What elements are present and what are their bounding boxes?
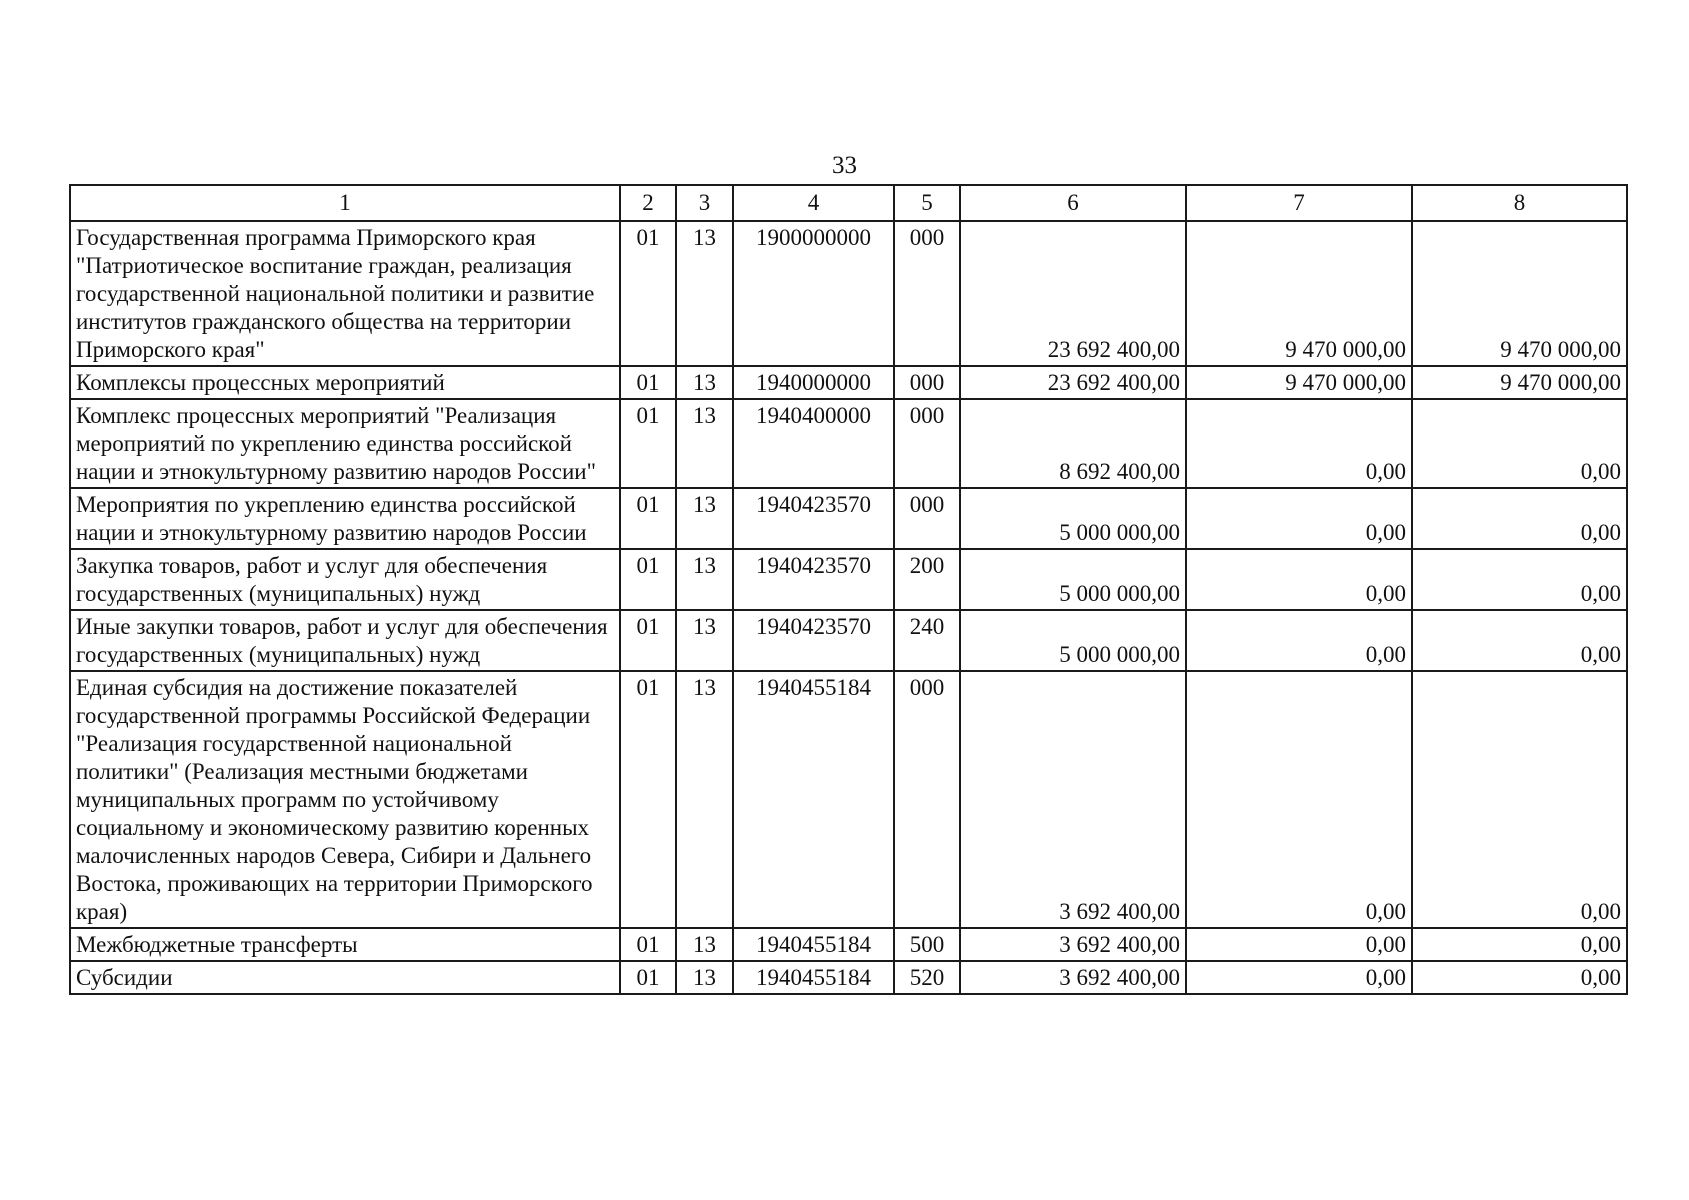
expense-type-cell: 000 — [894, 399, 960, 488]
header-cell: 5 — [894, 185, 960, 221]
header-cell: 7 — [1186, 185, 1412, 221]
row-name-cell: Субсидии — [70, 961, 620, 994]
target-article-cell: 1940423570 — [733, 610, 894, 671]
amount-col8-cell: 0,00 — [1412, 928, 1627, 961]
row-name-cell: Комплексы процессных мероприятий — [70, 366, 620, 399]
amount-col6-cell: 3 692 400,00 — [960, 961, 1186, 994]
expense-type-cell: 000 — [894, 366, 960, 399]
target-article-cell: 1940455184 — [733, 671, 894, 928]
amount-col8-cell: 0,00 — [1412, 610, 1627, 671]
page-number: 33 — [832, 152, 857, 179]
target-article-cell: 1940423570 — [733, 488, 894, 549]
target-article-cell: 1940455184 — [733, 961, 894, 994]
amount-col6-cell: 5 000 000,00 — [960, 488, 1186, 549]
row-name-cell: Иные закупки товаров, работ и услуг для обеспечения государственных (муниципальных) нужд — [70, 610, 620, 671]
amount-col7-cell: 0,00 — [1186, 488, 1412, 549]
amount-col7-cell: 0,00 — [1186, 549, 1412, 610]
header-cell: 1 — [70, 185, 620, 221]
amount-col8-cell: 0,00 — [1412, 399, 1627, 488]
subsection-code-cell: 13 — [676, 488, 733, 549]
amount-col6-cell: 3 692 400,00 — [960, 928, 1186, 961]
section-code-cell: 01 — [620, 928, 676, 961]
target-article-cell: 1940423570 — [733, 549, 894, 610]
table-header-row — [70, 185, 1627, 221]
header-cell: 2 — [620, 185, 676, 221]
header-cell: 4 — [733, 185, 894, 221]
amount-col8-cell: 0,00 — [1412, 961, 1627, 994]
row-name-cell: Межбюджетные трансферты — [70, 928, 620, 961]
table-row — [70, 221, 1627, 366]
expense-type-cell: 000 — [894, 671, 960, 928]
section-code-cell: 01 — [620, 961, 676, 994]
expense-type-cell: 520 — [894, 961, 960, 994]
amount-col7-cell: 0,00 — [1186, 928, 1412, 961]
row-name-cell: Мероприятия по укреплению единства российской нации и этнокультурному развитию народов России — [70, 488, 620, 549]
amount-col7-cell: 9 470 000,00 — [1186, 366, 1412, 399]
subsection-code-cell: 13 — [676, 671, 733, 928]
amount-col8-cell: 9 470 000,00 — [1412, 221, 1627, 366]
amount-col8-cell: 0,00 — [1412, 671, 1627, 928]
amount-col7-cell: 0,00 — [1186, 671, 1412, 928]
amount-col6-cell: 5 000 000,00 — [960, 549, 1186, 610]
table-row — [70, 549, 1627, 610]
amount-col7-cell: 0,00 — [1186, 961, 1412, 994]
table-row — [70, 961, 1627, 994]
section-code-cell: 01 — [620, 221, 676, 366]
amount-col7-cell: 0,00 — [1186, 399, 1412, 488]
table-row — [70, 928, 1627, 961]
subsection-code-cell: 13 — [676, 221, 733, 366]
section-code-cell: 01 — [620, 488, 676, 549]
budget-table — [69, 184, 1628, 995]
amount-col8-cell: 9 470 000,00 — [1412, 366, 1627, 399]
row-name-cell: Комплекс процессных мероприятий "Реализация мероприятий по укреплению единства российской нации и этнокультурному развитию народов России" — [70, 399, 620, 488]
header-cell: 6 — [960, 185, 1186, 221]
expense-type-cell: 200 — [894, 549, 960, 610]
header-cell: 3 — [676, 185, 733, 221]
target-article-cell: 1940400000 — [733, 399, 894, 488]
subsection-code-cell: 13 — [676, 366, 733, 399]
subsection-code-cell: 13 — [676, 549, 733, 610]
header-cell: 8 — [1412, 185, 1627, 221]
amount-col8-cell: 0,00 — [1412, 488, 1627, 549]
subsection-code-cell: 13 — [676, 610, 733, 671]
subsection-code-cell: 13 — [676, 928, 733, 961]
amount-col6-cell: 23 692 400,00 — [960, 221, 1186, 366]
section-code-cell: 01 — [620, 671, 676, 928]
row-name-cell: Закупка товаров, работ и услуг для обеспечения государственных (муниципальных) нужд — [70, 549, 620, 610]
table-row — [70, 488, 1627, 549]
amount-col8-cell: 0,00 — [1412, 549, 1627, 610]
row-name-cell: Государственная программа Приморского края "Патриотическое воспитание граждан, реализация государственной национальной политики и развитие институтов гражданского общества на территории Приморского края" — [70, 221, 620, 366]
amount-col6-cell: 8 692 400,00 — [960, 399, 1186, 488]
table-row — [70, 671, 1627, 928]
table-row — [70, 366, 1627, 399]
expense-type-cell: 000 — [894, 221, 960, 366]
section-code-cell: 01 — [620, 399, 676, 488]
expense-type-cell: 000 — [894, 488, 960, 549]
amount-col6-cell: 3 692 400,00 — [960, 671, 1186, 928]
section-code-cell: 01 — [620, 366, 676, 399]
amount-col6-cell: 23 692 400,00 — [960, 366, 1186, 399]
expense-type-cell: 240 — [894, 610, 960, 671]
target-article-cell: 1900000000 — [733, 221, 894, 366]
expense-type-cell: 500 — [894, 928, 960, 961]
section-code-cell: 01 — [620, 610, 676, 671]
target-article-cell: 1940000000 — [733, 366, 894, 399]
row-name-cell: Единая субсидия на достижение показателей государственной программы Российской Федерации "Реализация государственной национальной политики" (Реализация местными бюджетами муниципальных программ по устойчивому социальному и экономическому развитию коренных малочисленных народов Севера, Сибири и Дальнего Востока, проживающих на территории Приморского края) — [70, 671, 620, 928]
section-code-cell: 01 — [620, 549, 676, 610]
table-row — [70, 399, 1627, 488]
amount-col7-cell: 9 470 000,00 — [1186, 221, 1412, 366]
amount-col6-cell: 5 000 000,00 — [960, 610, 1186, 671]
target-article-cell: 1940455184 — [733, 928, 894, 961]
subsection-code-cell: 13 — [676, 961, 733, 994]
table-row — [70, 610, 1627, 671]
subsection-code-cell: 13 — [676, 399, 733, 488]
amount-col7-cell: 0,00 — [1186, 610, 1412, 671]
